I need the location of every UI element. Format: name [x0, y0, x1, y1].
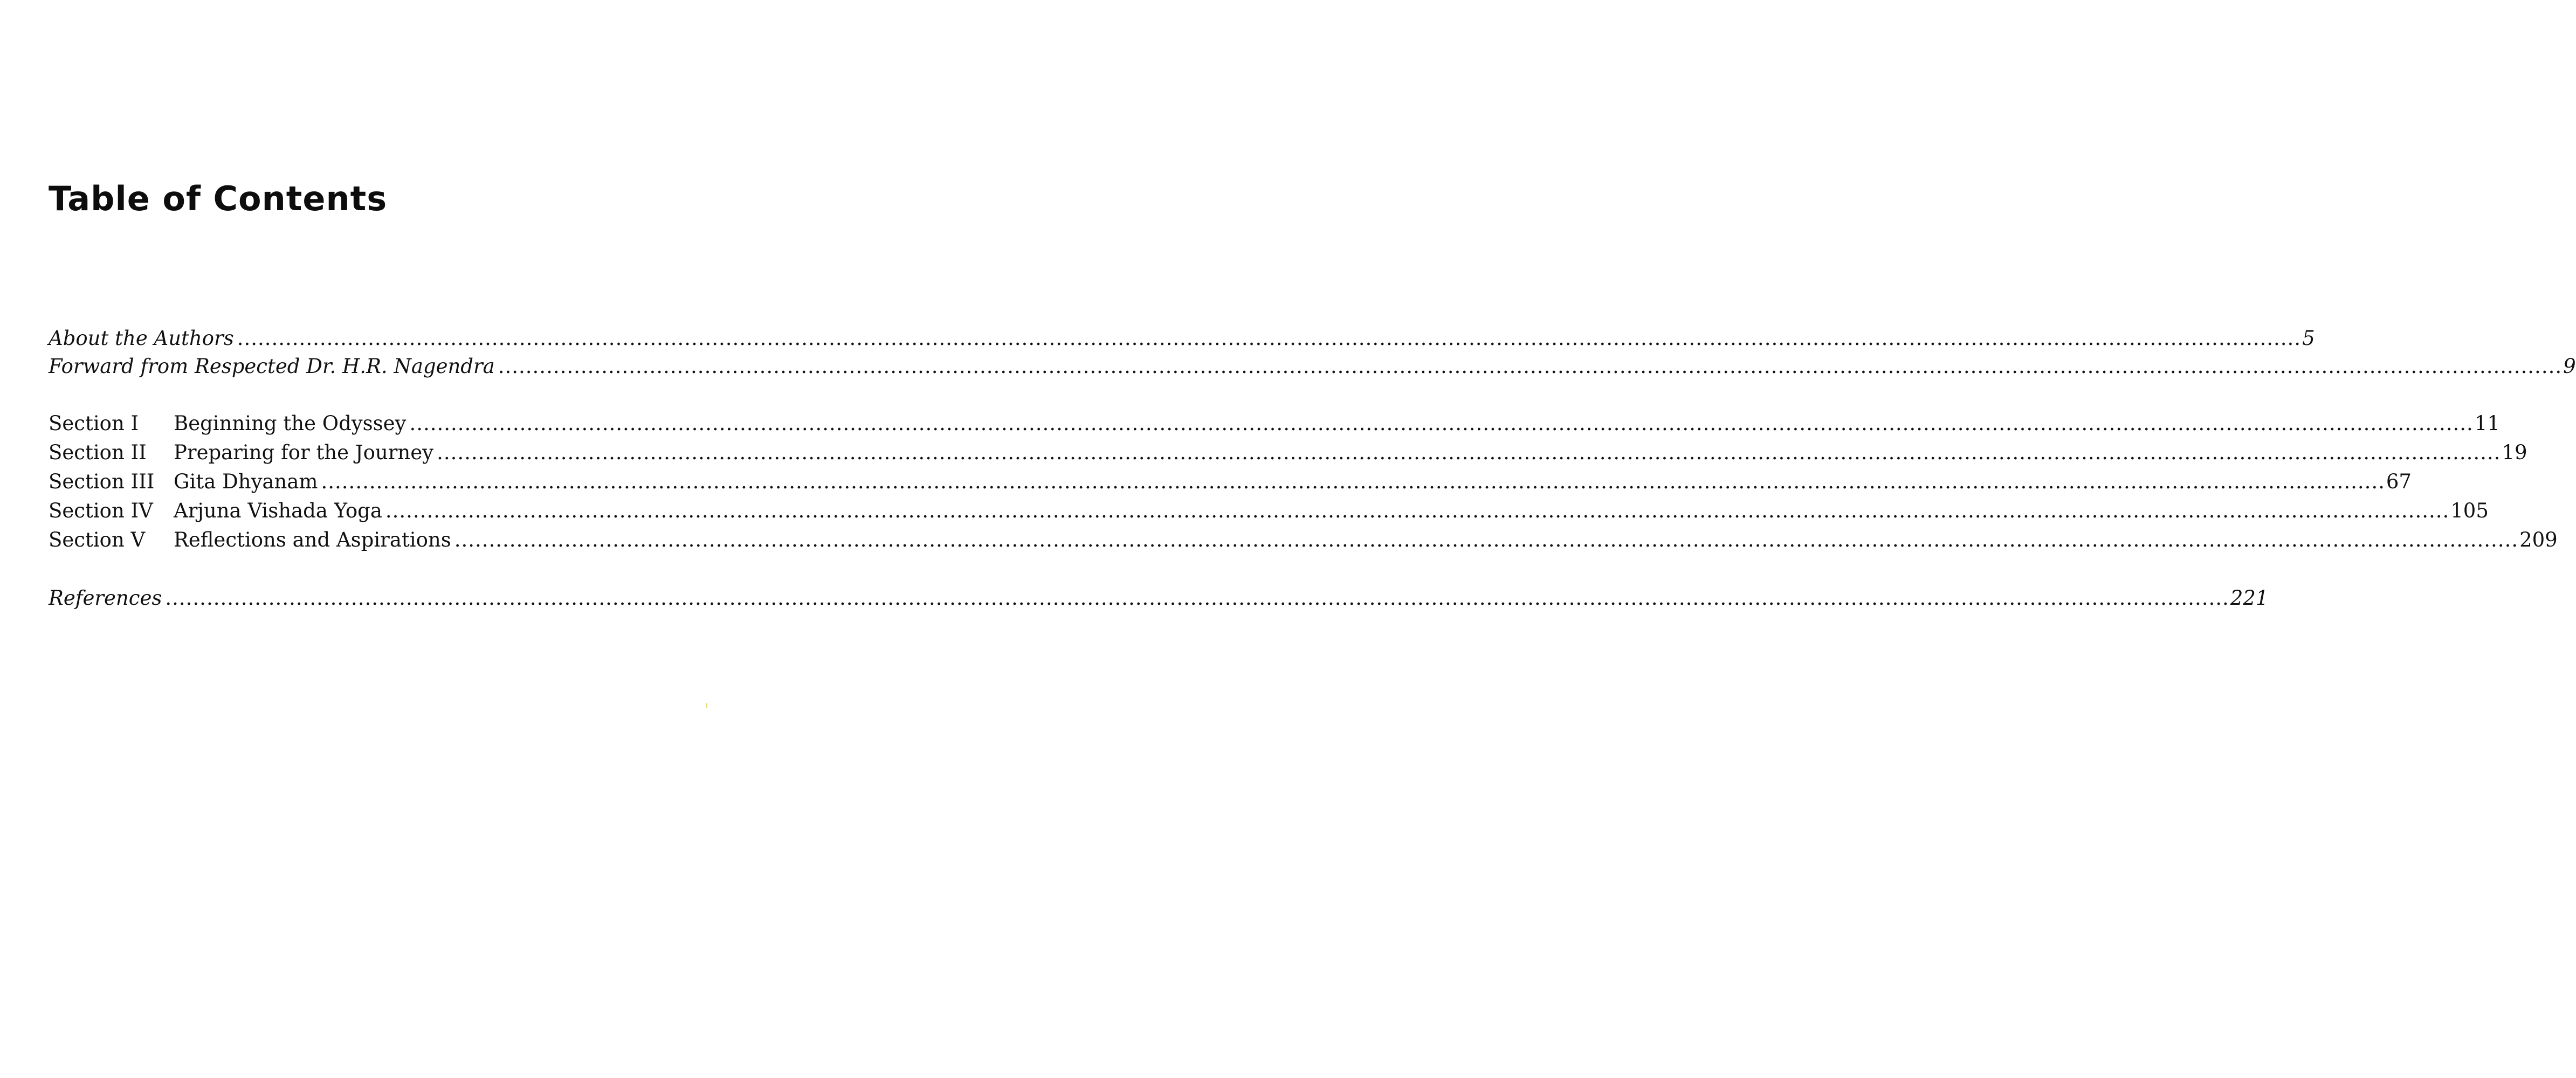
toc-entry-label: About the Authors	[49, 327, 234, 350]
section-number: Section I	[49, 412, 139, 435]
section-number: Section V	[49, 528, 146, 551]
toc-entry-section-5	[49, 528, 2558, 552]
toc-entry-page: 209	[2519, 528, 2558, 551]
toc-entry-label: Gita Dhyanam	[174, 470, 318, 493]
toc-entry-page: 19	[2502, 441, 2527, 464]
dot-leader: ............................................................................................................................................................................................................................................................................................................	[165, 586, 2229, 610]
toc-entry-page: 5	[2302, 327, 2315, 350]
toc-entry-about-authors	[49, 327, 2315, 350]
dot-leader: ............................................................................................................................................................................................................................................................................................................	[385, 499, 2450, 522]
scan-speck	[706, 703, 707, 708]
toc-entry-section-3	[49, 470, 2412, 494]
dot-leader: ............................................................................................................................................................................................................................................................................................................	[321, 470, 2385, 493]
toc-entry-page: 105	[2450, 499, 2489, 522]
toc-entry-section-2	[49, 441, 2527, 465]
page-title: Table of Contents	[49, 179, 388, 218]
toc-entry-label: Arjuna Vishada Yoga	[174, 499, 382, 522]
toc-entry-references	[49, 586, 2269, 610]
dot-leader: ............................................................................................................................................................................................................................................................................................................	[237, 327, 2302, 350]
toc-entry-page: 221	[2230, 586, 2269, 610]
dot-leader: ............................................................................................................................................................................................................................................................................................................	[409, 412, 2474, 435]
toc-entry-label: Forward from Respected Dr. H.R. Nagendra	[49, 355, 495, 378]
toc-entry-page: 11	[2474, 412, 2500, 435]
toc-entry-label: References	[49, 586, 162, 610]
toc-entry-page: 67	[2386, 470, 2412, 493]
section-number: Section III	[49, 470, 155, 493]
toc-entry-label: Preparing for the Journey	[174, 441, 434, 464]
toc-entry-forward	[49, 355, 2576, 378]
section-number: Section II	[49, 441, 147, 464]
dot-leader: ............................................................................................................................................................................................................................................................................................................	[498, 355, 2563, 378]
toc-entry-section-1	[49, 412, 2500, 436]
dot-leader: ............................................................................................................................................................................................................................................................................................................	[454, 528, 2519, 551]
section-number: Section IV	[49, 499, 153, 522]
toc-entry-label: Reflections and Aspirations	[174, 528, 451, 551]
toc-entry-page: 9	[2563, 355, 2576, 378]
toc-entry-section-4	[49, 499, 2489, 523]
toc-entry-label: Beginning the Odyssey	[174, 412, 407, 435]
dot-leader: ............................................................................................................................................................................................................................................................................................................	[437, 441, 2501, 464]
